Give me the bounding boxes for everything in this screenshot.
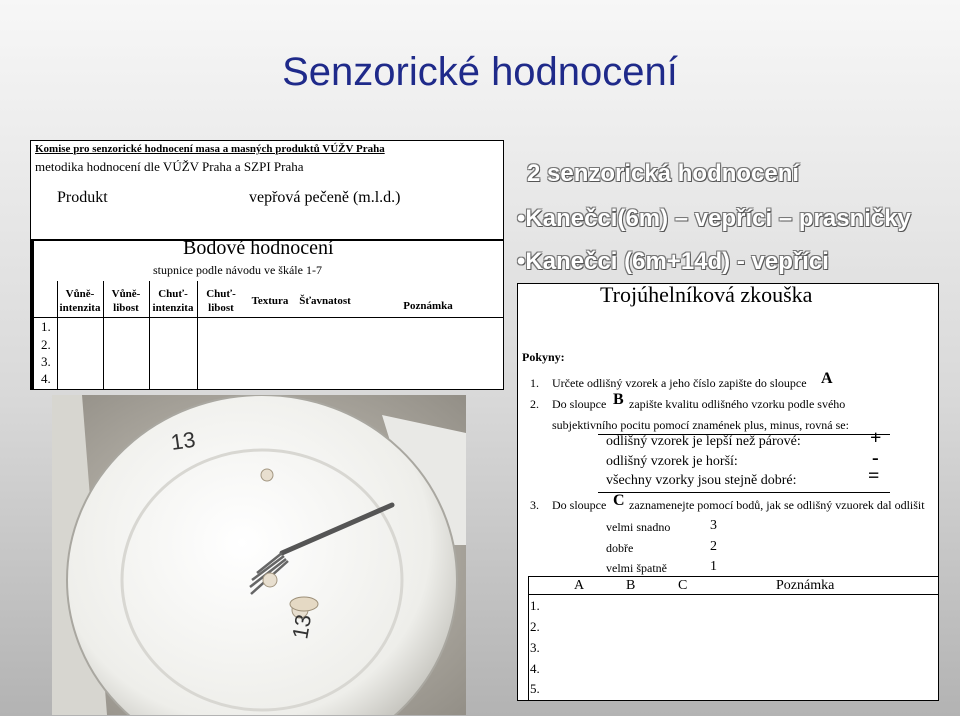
answer-row-number: 4. <box>530 661 540 676</box>
column-header: Chuť- intenzita <box>152 288 194 314</box>
sign-rule: odlišný vzorek je lepší než párové: <box>606 434 801 449</box>
product-value: vepřová pečeně (m.l.d.) <box>249 189 401 206</box>
right-heading: 2 senzorická hodnocení <box>527 160 800 187</box>
minus-sign: - <box>872 447 879 469</box>
column-header: Chuť- libost <box>206 288 236 314</box>
sign-rule: všechny vzorky jsou stejně dobré: <box>606 473 797 488</box>
bullet-item: •Kanečci(6m) – vepříci – prasničky <box>517 205 911 232</box>
equals-sign: = <box>868 465 880 487</box>
column-header: Vůně- libost <box>111 288 141 314</box>
grid-line <box>31 317 503 318</box>
committee-line: Komise pro senzorické hodnocení masa a masných produktů VÚŽV Praha <box>35 143 385 155</box>
row-number: 1. <box>41 319 51 334</box>
methodology-line: metodika hodnocení dle VÚŽV Praha a SZPI Praha <box>35 159 304 174</box>
column-header: Vůně- intenzita <box>59 288 101 314</box>
answer-row-number: 1. <box>530 598 540 613</box>
row-number: 4. <box>41 371 51 386</box>
step-number: 1. <box>530 376 539 390</box>
point-value: 3 <box>710 518 717 533</box>
answer-row-number: 3. <box>530 640 540 655</box>
triangle-test-panel <box>517 283 939 701</box>
answer-row-number: 2. <box>530 619 540 634</box>
row-number: 3. <box>41 354 51 369</box>
card-number: 13 <box>169 426 197 455</box>
sign-rule: odlišný vzorek je horší: <box>606 454 738 469</box>
card-number: 13 <box>287 612 317 641</box>
column-header: Poznámka <box>403 300 453 312</box>
table-line <box>528 594 938 595</box>
point-value: 1 <box>710 559 717 574</box>
row-number: 2. <box>41 337 51 352</box>
table-line <box>528 576 529 700</box>
answer-column-header: C <box>678 578 688 593</box>
step-text: Určete odlišný vzorek a jeho číslo zapište do sloupce <box>552 376 807 390</box>
column-letter: A <box>821 370 833 387</box>
point-label: velmi snadno <box>606 520 671 534</box>
answer-column-header: A <box>574 578 585 593</box>
answer-row-number: 5. <box>530 681 540 696</box>
plate-photo <box>52 395 466 715</box>
point-value: 2 <box>710 539 717 554</box>
step-text: subjektivního pocitu pomocí znamének plus, minus, rovná se: <box>552 418 849 432</box>
bullet-item: •Kanečci (6m+14d) - vepříci <box>517 248 829 275</box>
scoring-title: Bodové hodnocení <box>183 237 334 259</box>
column-letter: B <box>613 391 624 408</box>
step-text: zapište kvalitu odlišného vzorku podle svého <box>629 397 846 411</box>
point-label: dobře <box>606 541 634 555</box>
plus-sign: + <box>870 427 882 449</box>
answer-column-header: B <box>626 578 636 593</box>
table-line <box>528 576 938 577</box>
signs-box-line <box>598 492 890 493</box>
panel-title: Trojúhelníková zkouška <box>600 282 813 307</box>
instructions-label: Pokyny: <box>522 350 565 364</box>
step-number: 3. <box>530 498 539 512</box>
point-label: velmi špatně <box>606 561 667 575</box>
column-header: Textura <box>251 295 289 307</box>
step-number: 2. <box>530 397 539 411</box>
grid-line <box>31 239 34 389</box>
page-title: Senzorické hodnocení <box>282 50 678 94</box>
answer-column-header: Poznámka <box>776 578 835 593</box>
scale-note: stupnice podle návodu ve škále 1-7 <box>153 263 322 277</box>
step-text: Do sloupce <box>552 397 607 411</box>
plate-photo-image <box>52 395 466 715</box>
product-label: Produkt <box>57 189 108 206</box>
column-header: Šťavnatost <box>299 295 351 307</box>
step-text: Do sloupce <box>552 498 607 512</box>
step-text: zaznamenejte pomocí bodů, jak se odlišný vzuorek dal odlišit <box>629 498 925 512</box>
column-letter: C <box>613 492 625 509</box>
scoring-form <box>30 140 504 390</box>
